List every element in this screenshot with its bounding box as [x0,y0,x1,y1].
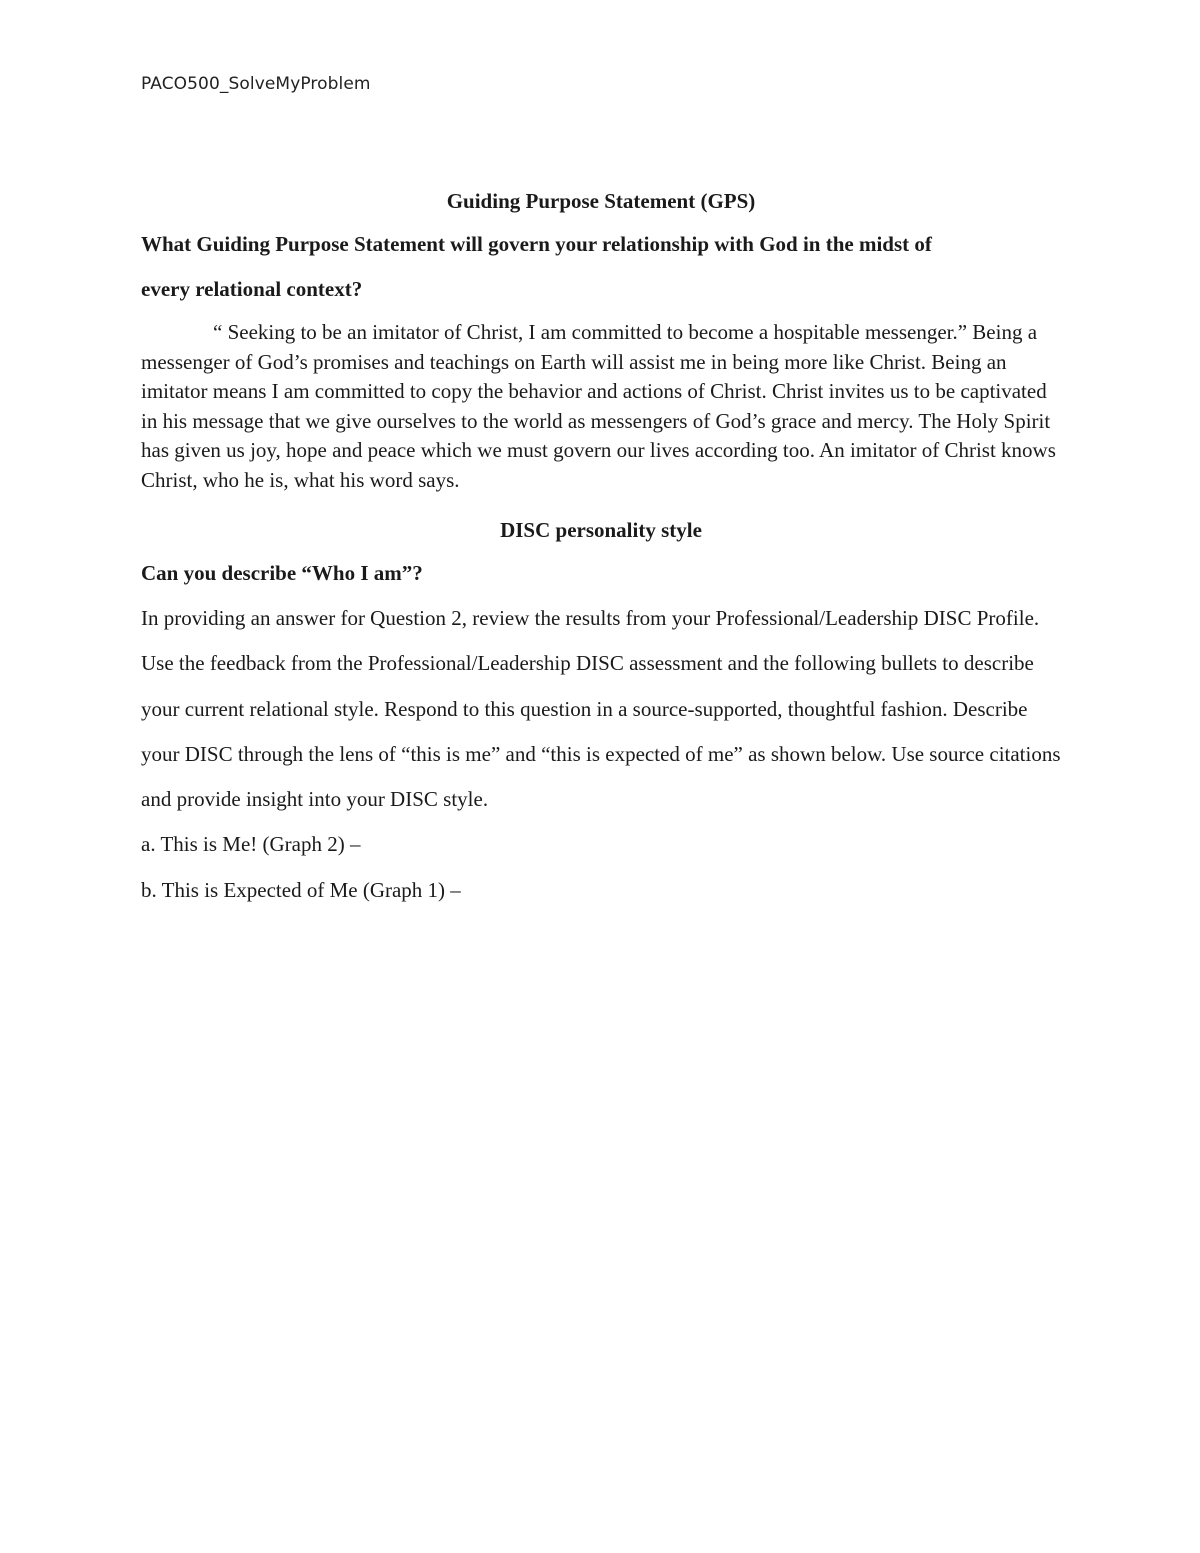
list-item-b: b. This is Expected of Me (Graph 1) – [141,877,461,902]
gps-paragraph: “ Seeking to be an imitator of Christ, I am committed to become a hospitable messenger.” Being a messenger of God’s promises and teachings on Earth will assist me in being more like Christ. Being an imitator means I am committed to copy the behavior and actions of Christ. Christ invites us to be captivated in his message that we give ourselves to the world as messengers of God’s grace and mercy. The Holy Spirit has given us joy, hope and peace which we must govern our lives according too. An imitator of Christ knows Christ, who he is, what his word says. [141,320,1056,492]
disc-question: Can you describe “Who I am”? [141,561,423,585]
list-item-a: a. This is Me! (Graph 2) – [141,832,361,857]
spacer [141,495,1061,509]
page-header: PACO500_SolveMyProblem [141,74,371,94]
gps-question-line-2: every relational context? [141,277,363,301]
disc-paragraph: In providing an answer for Question 2, review the results from your Professional/Leadership DISC Profile. Use the feedback from the Professional/Leadership DISC assessment and the following bullets to describe your current relational style. Respond to this question in a source-supported, thoughtful fashion. Describe your DISC through the lens of “this is me” and “this is expected of me” as shown below. Use source citations and provide insight into your DISC style. [141,606,1061,812]
document-body [141,180,1061,913]
disc-heading: DISC personality style [500,518,702,542]
gps-question-line-1: What Guiding Purpose Statement will govern your relationship with God in the midst of [141,232,932,256]
gps-heading: Guiding Purpose Statement (GPS) [446,189,756,213]
